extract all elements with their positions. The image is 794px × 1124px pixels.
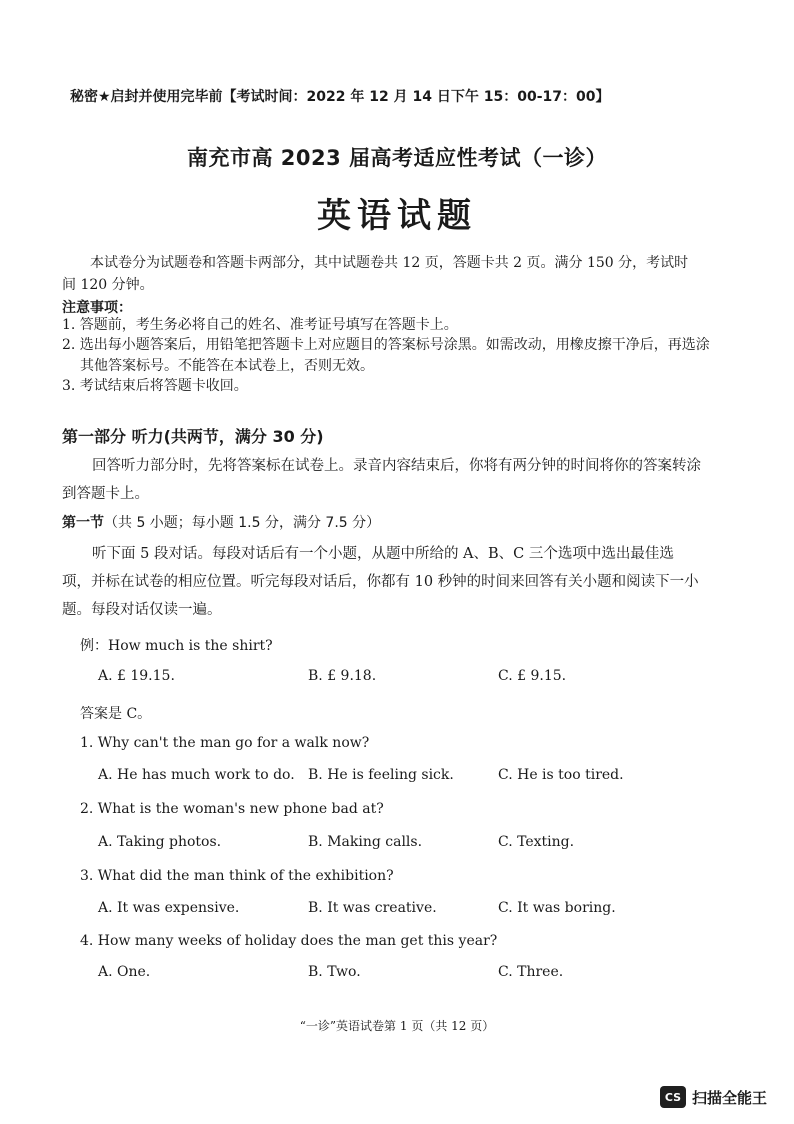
- q1-option-b: B. He is feeling sick.: [308, 767, 454, 783]
- q2-option-a: A. Taking photos.: [98, 834, 222, 850]
- q1-option-a: A. He has much work to do.: [98, 767, 295, 783]
- q2-option-b: B. Making calls.: [308, 834, 423, 850]
- scanner-watermark: [660, 1086, 767, 1108]
- example-option-b: B. £ 9.18.: [308, 668, 377, 684]
- section1-heading-bold: 第一节: [62, 515, 104, 531]
- example-option-a: A. £ 19.15.: [98, 668, 175, 684]
- q4-option-a: A. One.: [98, 964, 151, 980]
- scanner-watermark-text: 扫描全能王: [692, 1088, 768, 1107]
- question-3: 3. What did the man think of the exhibition?: [80, 868, 394, 884]
- q4-option-c: C. Three.: [498, 964, 564, 980]
- exam-title: 南充市高 2023 届高考适应性考试（一诊）: [186, 146, 608, 170]
- part1-heading: 第一部分 听力(共两节，满分 30 分): [62, 427, 324, 446]
- section1-heading-rest: （共 5 小题；每小题 1.5 分，满分 7.5 分）: [104, 515, 381, 531]
- section1-description: 听下面 5 段对话。每段对话后有一个小题，从题中所给的 A、B、C 三个选项中选出最佳选项，并标在试卷的相应位置。听完每段对话后，你都有 10 秒钟的时间来回答有关小题和阅读下一小题。每段对话仅读一遍。: [62, 546, 699, 618]
- q3-option-a: A. It was expensive.: [98, 900, 240, 916]
- q4-option-b: B. Two.: [308, 964, 361, 980]
- question-2: 2. What is the woman's new phone bad at?: [80, 801, 384, 817]
- intro-paragraph: 本试卷分为试题卷和答题卡两部分，其中试题卷共 12 页，答题卡共 2 页。满分 150 分，考试时间 120 分钟。: [62, 255, 689, 293]
- example-question: 例：How much is the shirt?: [80, 638, 273, 654]
- note-item: 3. 考试结束后将答题卡收回。: [62, 378, 248, 394]
- note-item: 2. 选出每小题答案后，用铅笔把答题卡上对应题目的答案标号涂黑。如需改动，用橡皮擦干净后，再选涂其他答案标号。不能答在本试卷上，否则无效。: [62, 337, 710, 374]
- part1-description: 回答听力部分时，先将答案标在试卷上。录音内容结束后，你将有两分钟的时间将你的答案转涂到答题卡上。: [62, 458, 701, 502]
- q3-option-b: B. It was creative.: [308, 900, 437, 916]
- subject-title: 英语试题: [317, 196, 477, 236]
- question-1: 1. Why can't the man go for a walk now?: [80, 735, 370, 751]
- q2-option-c: C. Texting.: [498, 834, 575, 850]
- camscanner-icon: CS: [660, 1086, 686, 1108]
- confidential-line: 秘密★启封并使用完毕前【考试时间：2022 年 12 月 14 日下午 15：00-17：00】: [70, 89, 610, 105]
- q3-option-c: C. It was boring.: [498, 900, 616, 916]
- example-answer: 答案是 C。: [80, 706, 152, 722]
- q1-option-c: C. He is too tired.: [498, 767, 624, 783]
- notes-heading: 注意事项：: [62, 300, 132, 316]
- page-footer: “一诊”英语试卷第 1 页（共 12 页）: [299, 1019, 495, 1033]
- question-4: 4. How many weeks of holiday does the man get this year?: [80, 933, 498, 949]
- section1-heading: [62, 512, 380, 532]
- note-item: 1. 答题前，考生务必将自己的姓名、准考证号填写在答题卡上。: [62, 317, 458, 333]
- example-option-c: C. £ 9.15.: [498, 668, 567, 684]
